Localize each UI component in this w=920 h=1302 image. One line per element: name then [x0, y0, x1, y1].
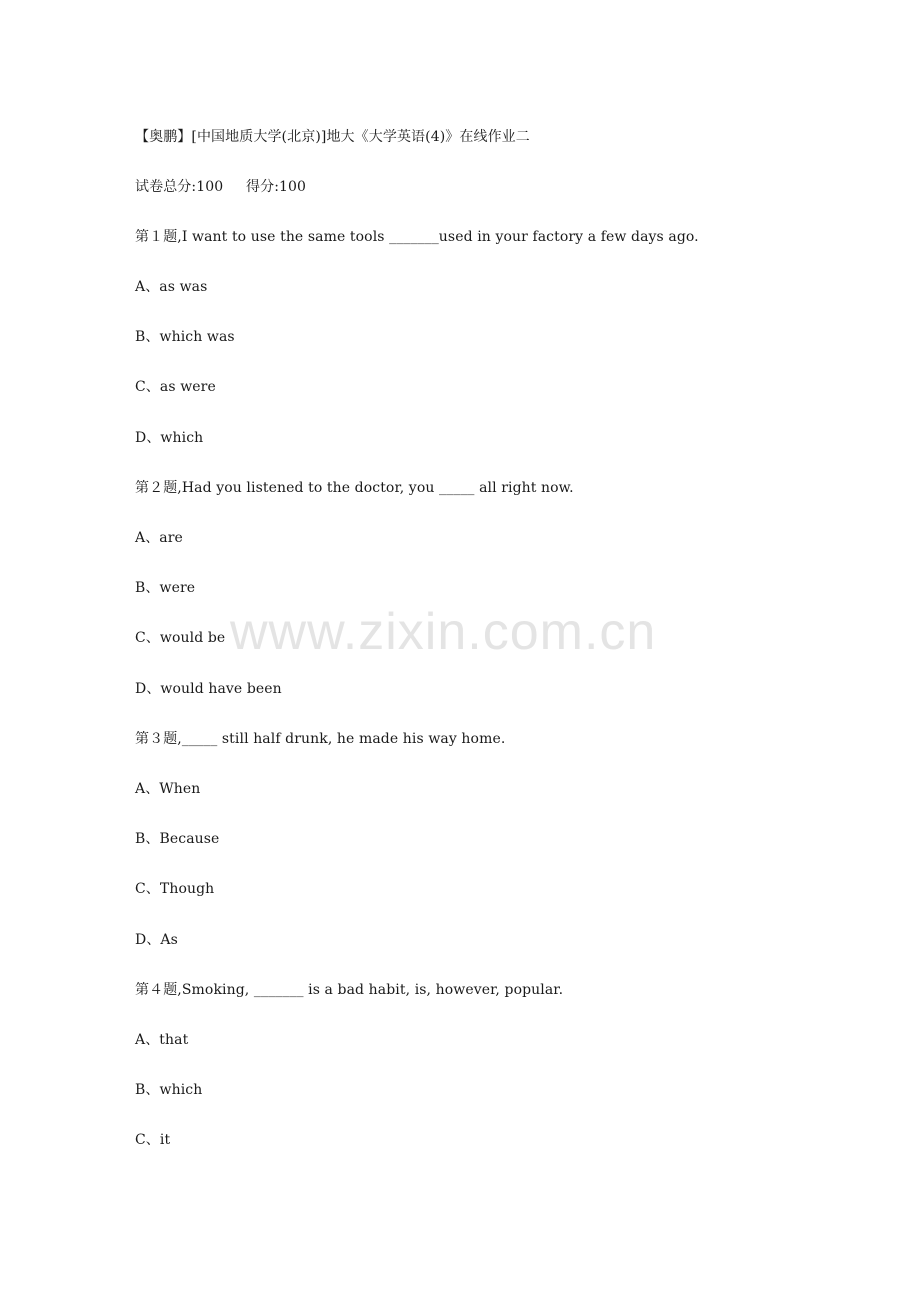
question-3-option-c: C、Though — [135, 881, 215, 897]
question-4-stem: 第４题,Smoking, _______ is a bad habit, is, however, popular. — [135, 982, 564, 998]
question-2-option-d: D、would have been — [135, 681, 282, 697]
question-1-option-c: C、as were — [135, 379, 216, 395]
document-title: 【奥鹏】[中国地质大学(北京)]地大《大学英语(4)》在线作业二 — [135, 129, 530, 145]
watermark-text: www.zixin.com.cn — [230, 603, 657, 661]
question-1-option-d: D、which — [135, 430, 204, 446]
question-3-option-d: D、As — [135, 932, 178, 948]
question-3-stem: 第３题,_____ still half drunk, he made his way home. — [135, 731, 506, 747]
question-4-option-c: C、it — [135, 1132, 171, 1148]
question-1-option-b: B、which was — [135, 329, 235, 345]
question-2-option-b: B、were — [135, 580, 196, 596]
question-3-option-a: A、When — [135, 781, 201, 797]
question-2-option-c: C、would be — [135, 630, 226, 646]
question-3-option-b: B、Because — [135, 831, 220, 847]
question-4-option-a: A、that — [135, 1032, 189, 1048]
question-2-stem: 第２题,Had you listened to the doctor, you _____ all right now. — [135, 480, 574, 496]
question-4-option-b: B、which — [135, 1082, 203, 1098]
question-1-option-a: A、as was — [135, 279, 208, 295]
question-1-stem: 第１题,I want to use the same tools _______used in your factory a few days ago. — [135, 229, 699, 245]
question-2-option-a: A、are — [135, 530, 183, 546]
score-line: 试卷总分:100 得分:100 — [135, 179, 307, 195]
